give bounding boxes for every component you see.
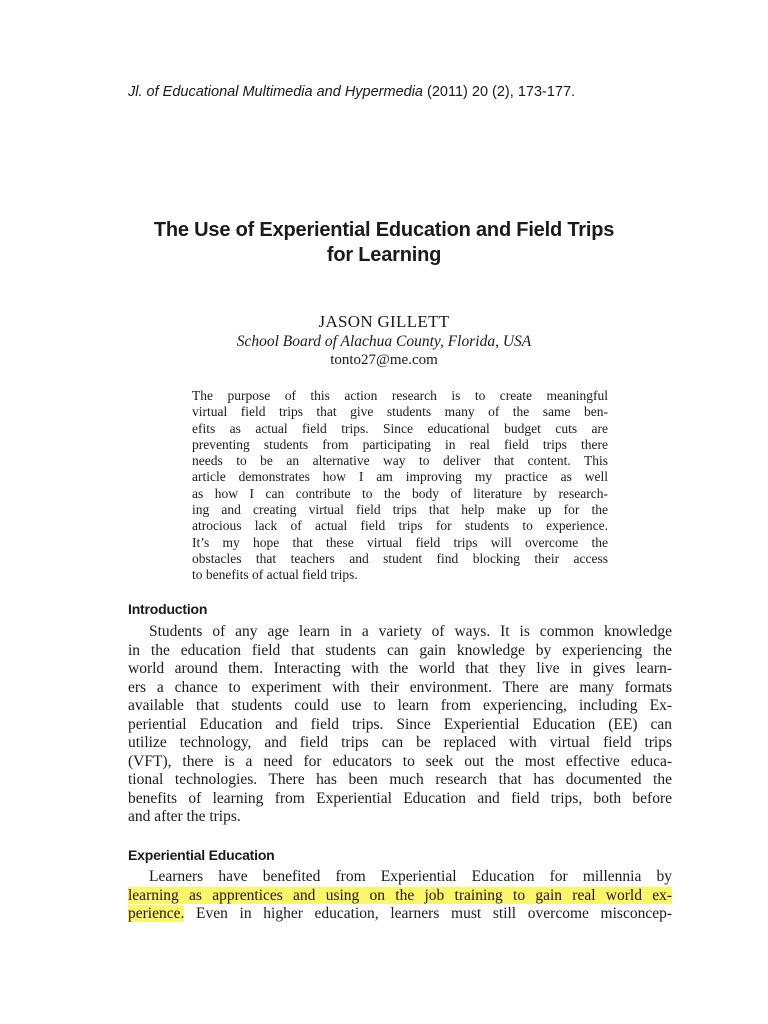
paragraph-line: (VFT), there is a need for educators to seek out the most effective educa- bbox=[128, 752, 672, 770]
abstract-line: atrocious lack of actual field trips for students to experience. bbox=[192, 518, 608, 534]
paragraph-line: Learners have benefited from Experiential Education for millennia by bbox=[149, 868, 672, 885]
highlight-mark: perience. bbox=[128, 905, 185, 922]
paragraph-line: and after the trips. bbox=[128, 808, 241, 825]
abstract-line: The purpose of this action research is to create meaningful bbox=[192, 388, 608, 403]
author-block bbox=[128, 312, 640, 369]
abstract-line: to benefits of actual field trips. bbox=[192, 567, 358, 583]
experiential-education-paragraph bbox=[128, 868, 672, 924]
introduction-paragraph bbox=[128, 623, 672, 827]
journal-citation bbox=[128, 82, 688, 102]
abstract-line: needs to be an alternative way to deliver that content. This bbox=[192, 453, 608, 469]
paragraph-line: benefits of learning from Experiential Education and field trips, both before bbox=[128, 789, 672, 807]
paragraph-line: available that students could use to learn from experiencing, including Ex- bbox=[128, 697, 672, 714]
paragraph-line: world around them. Interacting with the world that they live in gives learn- bbox=[128, 660, 672, 677]
paragraph-line: tional technologies. There has been much research that has documented the bbox=[128, 771, 672, 788]
author-name: JASON GILLETT bbox=[318, 312, 450, 331]
paragraph-line: utilize technology, and field trips can be replaced with virtual field trips bbox=[128, 734, 672, 751]
author-affiliation: School Board of Alachua County, Florida, USA bbox=[236, 333, 532, 350]
paragraph-line-highlighted bbox=[128, 887, 672, 906]
paragraph-line: ers a chance to experiment with their environment. There are many formats bbox=[128, 678, 672, 696]
abstract-line: as how I can contribute to the body of literature by research- bbox=[192, 485, 608, 501]
abstract-line: obstacles that teachers and student find blocking their access bbox=[192, 550, 608, 566]
abstract-line: virtual field trips that give students many of the same ben- bbox=[192, 404, 608, 420]
paragraph-line: periential Education and field trips. Since Experiential Education (EE) can bbox=[128, 715, 672, 733]
author-email: tonto27@me.com bbox=[330, 352, 438, 368]
title-line-2: for Learning bbox=[326, 244, 442, 266]
highlight-mark: learning as apprentices and using on the job training to gain real world ex- bbox=[128, 886, 672, 904]
abstract-line: ing and creating virtual field trips that help make up for the bbox=[192, 502, 608, 518]
section-heading-introduction: Introduction bbox=[128, 601, 208, 617]
journal-volume-pages: (2011) 20 (2), 173-177. bbox=[422, 84, 576, 100]
abstract-line: article demonstrates how I am improving my practice as well bbox=[192, 469, 608, 485]
paragraph-line: Students of any age learn in a variety of ways. It is common knowledge bbox=[149, 623, 672, 640]
section-heading-experiential-education: Experiential Education bbox=[128, 847, 275, 863]
title-line-1: The Use of Experiential Education and Field Trips bbox=[153, 219, 615, 241]
paper-title bbox=[128, 218, 640, 268]
abstract-line: preventing students from participating in real field trips there bbox=[192, 436, 608, 452]
abstract bbox=[192, 388, 608, 584]
abstract-line: It’s my hope that these virtual field trips will overcome the bbox=[192, 534, 608, 550]
paragraph-text: Even in higher education, learners must still overcome misconcep- bbox=[184, 905, 672, 922]
abstract-line: efits as actual field trips. Since educational budget cuts are bbox=[192, 420, 608, 436]
paragraph-line: in the education field that students can gain knowledge by experiencing the bbox=[128, 641, 672, 659]
paragraph-line bbox=[128, 905, 672, 924]
journal-name: Jl. of Educational Multimedia and Hypermedia bbox=[128, 84, 423, 100]
